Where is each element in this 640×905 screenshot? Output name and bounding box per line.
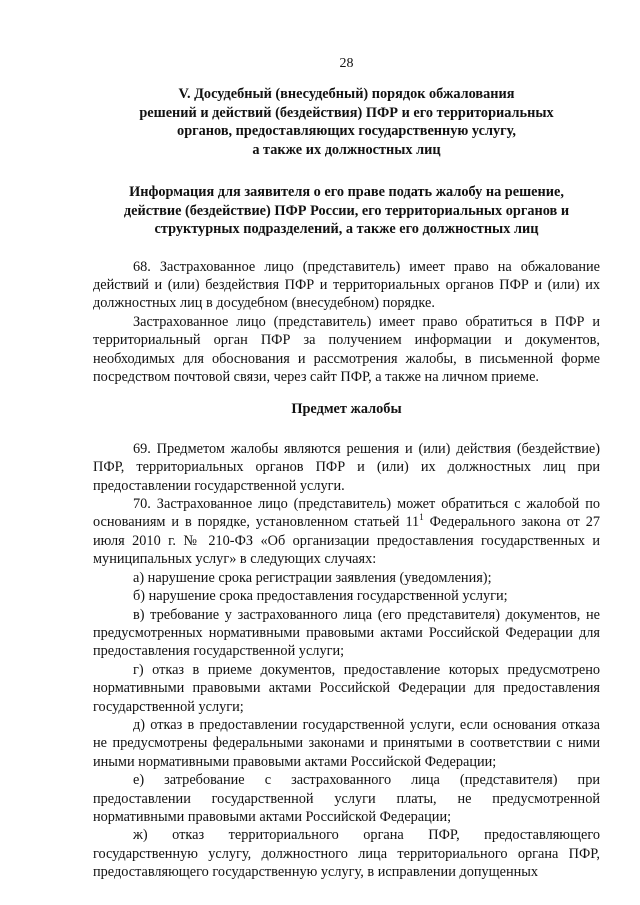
section-title-line: а также их должностных лиц xyxy=(252,141,441,158)
paragraph-69: 69. Предметом жалобы являются решения и (или) действия (бездействие) ПФР, территориальных органов ПФР и (или) их должностных лиц при предоставлении государственной услуги. xyxy=(93,440,600,494)
paragraph-70-text-continued: Федерального закона от 27 июля 2010 г. № 210-ФЗ «Об организации предоставления государственных и муниципальных услуг» в следующих случаях: xyxy=(93,514,600,568)
info-title xyxy=(93,183,600,239)
subject-title: Предмет жалобы xyxy=(291,401,402,418)
list-item-d: д) отказ в предоставлении государственной услуги, если основания отказа не предусмотрены федеральными законами и принятыми в соответствии с ними иными нормативными правовыми актами Российской Федерации; xyxy=(93,716,600,770)
paragraph-70-text: 70. Застрахованное лицо (представитель) может обратиться с жалобой по основаниям и в порядке, установленном статьей 11 xyxy=(93,496,600,531)
paragraph-68-continued: Застрахованное лицо (представитель) имеет право обратиться в ПФР и территориальный орган ПФР за получением информации и документов, необходимых для обоснования и рассмотрения жалобы, в письменной форме посредством почтовой связи, через сайт ПФР, а также на личном приеме. xyxy=(93,313,600,385)
page-number: 28 xyxy=(339,56,354,71)
paragraph-70-superscript: 1 xyxy=(419,512,424,523)
paragraph-70 xyxy=(93,495,600,569)
list-item-a: а) нарушение срока регистрации заявления (уведомления); xyxy=(133,569,492,586)
list-item-b: б) нарушение срока предоставления государственной услуги; xyxy=(133,588,508,605)
list-item-zh: ж) отказ территориального органа ПФР, предоставляющего государственную услугу, должностного лица территориального органа ПФР, предоставляющего государственную услугу, в исправлении допущенных xyxy=(93,827,600,881)
section-title-line: органов, предоставляющих государственную услугу, xyxy=(177,123,516,139)
section-title-line: V. Досудебный (внесудебный) порядок обжалования xyxy=(178,86,515,102)
info-title-line: Информация для заявителя о его праве подать жалобу на решение, xyxy=(129,184,564,200)
section-title-line: решений и действий (бездействия) ПФР и его территориальных xyxy=(139,104,554,121)
list-item-g: г) отказ в приеме документов, предоставление которых предусмотрено нормативными правовыми актами Российской Федерации для предоставления государственной услуги; xyxy=(93,661,600,715)
paragraph-68: 68. Застрахованное лицо (представитель) имеет право на обжалование действий и (или) бездействия ПФР и территориальных органов ПФР и (или) их должностных лиц в досудебном (внесудебном) порядке. xyxy=(93,258,600,312)
info-title-line: структурных подразделений, а также его должностных лиц xyxy=(154,221,539,237)
list-item-v: в) требование у застрахованного лица (его представителя) документов, не предусмотренных нормативными правовыми актами Российской Федерации для предоставления государственной услуги; xyxy=(93,606,600,660)
list-item-e: е) затребование с застрахованного лица (представителя) при предоставлении государственной услуги платы, не предусмотренной нормативными правовыми актами Российской Федерации; xyxy=(93,772,600,825)
section-title xyxy=(93,85,600,159)
info-title-line: действие (бездействие) ПФР России, его территориальных органов и xyxy=(123,202,570,219)
